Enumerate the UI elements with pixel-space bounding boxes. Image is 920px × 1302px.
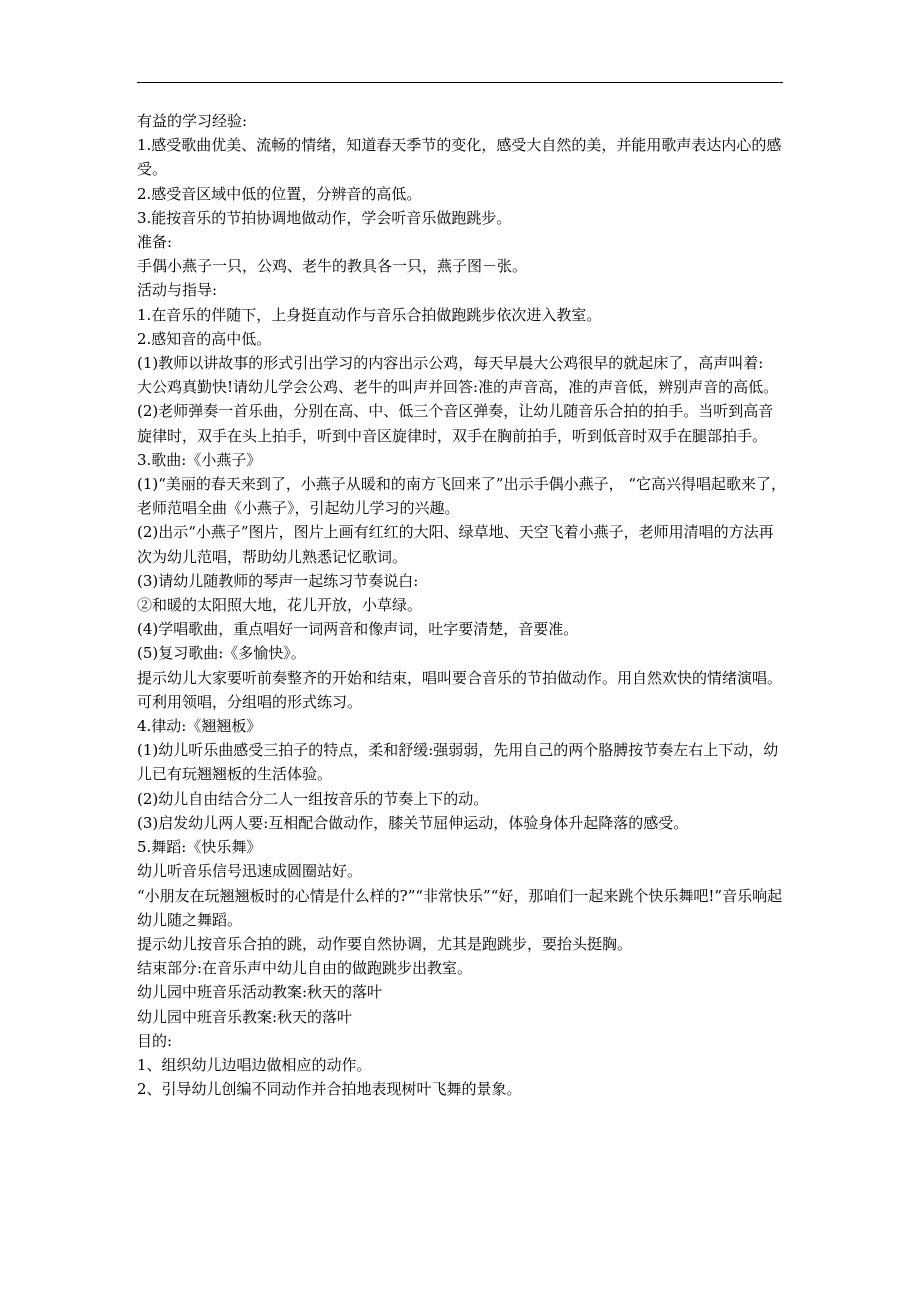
paragraph: 活动与指导: [137,281,218,300]
document-body [137,109,787,1101]
paragraph: 4.律动:《翘翘板》 [137,717,262,736]
paragraph: 1.感受歌曲优美、流畅的情绪，知道春天季节的变化，感受大自然的美，并能用歌声表达内心的感受。 [137,136,782,179]
paragraph: (4)学唱歌曲，重点唱好一词两音和像声词，吐字要清楚，音要准。 [137,620,579,639]
paragraph: (3)启发幼儿两人要:互相配合做动作，膝关节屈伸运动，体验身体升起降落的感受。 [137,813,689,832]
paragraph: 幼儿听音乐信号迅速成圆圈站好。 [137,862,363,881]
paragraph: 有益的学习经验: [137,112,248,130]
paragraph: 2、引导幼儿创编不同动作并合拍地表现树叶飞舞的景象。 [137,1080,522,1099]
header-rule [137,82,783,83]
paragraph: 结束部分:在音乐声中幼儿自由的做跑跳步出教室。 [137,959,473,978]
paragraph: 5.舞蹈:《快乐舞》 [137,838,262,857]
paragraph: 提示幼儿按音乐合拍的跳，动作要自然协调，尤其是跑跳步，要抬头挺胸。 [137,934,633,953]
paragraph: 提示幼儿大家要听前奏整齐的开始和结束，唱叫要合音乐的节拍做动作。用自然欢快的情绪演唱。可利用领唱，分组唱的形式练习。 [137,668,783,711]
paragraph: (2)幼儿自由结合分二人一组按音乐的节奏上下的动。 [137,789,489,808]
paragraph: 1.在音乐的伴随下，上身挺直动作与音乐合拍做跑跳步依次进入教室。 [137,305,602,324]
paragraph: 2.感知音的高中低。 [137,329,272,348]
paragraph: 3.能按音乐的节拍协调地做动作，学会听音乐做跑跳步。 [137,208,512,227]
paragraph: “小朋友在玩翘翘板时的心情是什么样的?”“非常快乐”“好，那咱们一起来跳个快乐舞吧!”音乐响起幼儿随之舞蹈。 [137,886,783,929]
paragraph: (5)复习歌曲:《多愉快》。 [137,644,306,663]
paragraph: (1)教师以讲故事的形式引出学习的内容出示公鸡，每天早晨大公鸡很早的就起床了，高声叫着: [137,354,764,373]
paragraph: 2.感受音区域中低的位置，分辨音的高低。 [137,184,422,203]
paragraph: 幼儿园中班音乐活动教案:秋天的落叶 [137,983,383,1002]
paragraph: 1、组织幼儿边唱边做相应的动作。 [137,1055,372,1074]
paragraph: 目的: [137,1031,173,1050]
paragraph: (2)老师弹奏一首乐曲，分别在高、中、低三个音区弹奏，让幼儿随音乐合拍的拍手。当听到高音旋律时，双手在头上拍手，听到中音区旋律时，双手在胸前拍手，听到低音时双手在腿部拍手。 [137,402,774,445]
paragraph: 3.歌曲:《小燕子》 [137,450,262,469]
paragraph: 准备: [137,233,173,252]
paragraph: ②和暖的太阳照大地，花儿开放，小草绿。 [137,596,423,615]
paragraph: 幼儿园中班音乐教案:秋天的落叶 [137,1007,353,1026]
paragraph: (2)出示“小燕子”图片，图片上画有红红的大阳、绿草地、天空飞着小燕子，老师用清唱的方法再次为幼儿范唱，帮助幼儿熟悉记忆歌词。 [137,523,774,566]
paragraph: 大公鸡真勤快!请幼儿学会公鸡、老牛的叫声并回答:准的声音高，准的声音低，辨别声音的高低。 [137,378,779,397]
paragraph: (1)幼儿听乐曲感受三拍子的特点，柔和舒缓:强弱弱，先用自己的两个胳膊按节奏左右上下动，幼儿已有玩翘翘板的生活体验。 [137,741,779,784]
paragraph: (1)“美丽的春天来到了，小燕子从暖和的南方飞回来了”出示手偶小燕子， “它高兴得唱起歌来了，老师范唱全曲《小燕子》，引起幼儿学习的兴趣。 [137,475,787,518]
paragraph: (3)请幼儿随教师的琴声一起练习节奏说白: [137,571,419,590]
paragraph: 手偶小燕子一只，公鸡、老牛的教具各一只，燕子图－张。 [137,257,528,276]
